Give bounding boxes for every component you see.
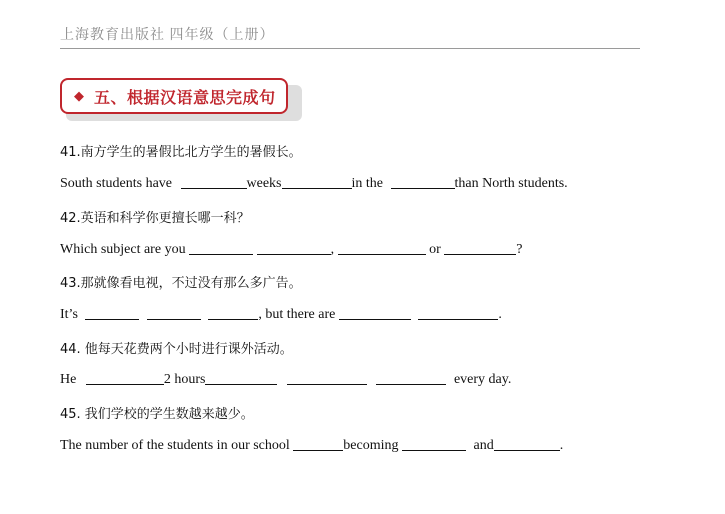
- answer-blank[interactable]: [208, 305, 258, 320]
- question-45-chinese: 45. 我们学校的学生数越来越少。: [60, 407, 254, 422]
- section-title: 五、根据汉语意思完成句: [94, 87, 276, 107]
- answer-blank[interactable]: [391, 174, 455, 189]
- question-45-english: [60, 436, 563, 454]
- answer-blank[interactable]: [86, 370, 164, 385]
- question-41-english: [60, 174, 568, 192]
- answer-blank[interactable]: [189, 240, 253, 255]
- q45-text-2: becoming: [343, 438, 399, 453]
- answer-blank[interactable]: [444, 240, 516, 255]
- answer-blank[interactable]: [339, 305, 411, 320]
- q41-text-4: than North students.: [454, 176, 568, 191]
- answer-blank[interactable]: [338, 240, 426, 255]
- answer-blank[interactable]: [402, 436, 466, 451]
- question-41-chinese: 41.南方学生的暑假比北方学生的暑假长。: [60, 145, 302, 160]
- section-heading-box: [60, 78, 288, 114]
- answer-blank[interactable]: [418, 305, 498, 320]
- q45-text-4: .: [559, 438, 564, 453]
- q43-text-1: It’s: [60, 307, 78, 322]
- q44-text-3: every day.: [453, 372, 512, 387]
- question-44-english: [60, 370, 511, 388]
- q42-text-4: ?: [516, 242, 523, 257]
- question-42-chinese: 42.英语和科学你更擅长哪一科？: [60, 211, 250, 226]
- diamond-icon: ◆: [74, 88, 84, 103]
- answer-blank[interactable]: [287, 370, 367, 385]
- answer-blank[interactable]: [205, 370, 277, 385]
- q41-text-2: weeks: [246, 176, 282, 191]
- page-header: 上海教育出版社 四年级（上册）: [60, 24, 640, 49]
- q43-text-2: , but there are: [258, 307, 336, 322]
- answer-blank[interactable]: [257, 240, 331, 255]
- question-42-english: [60, 240, 522, 258]
- q42-text-1: Which subject are you: [60, 242, 186, 257]
- question-44-chinese: 44. 他每天花费两个小时进行课外活动。: [60, 342, 293, 357]
- q43-text-3: .: [498, 307, 502, 322]
- q41-text-3: in the: [351, 176, 383, 191]
- answer-blank[interactable]: [376, 370, 446, 385]
- answer-blank[interactable]: [85, 305, 139, 320]
- answer-blank[interactable]: [147, 305, 201, 320]
- section-heading: [60, 78, 288, 114]
- q45-text-3: and: [473, 438, 494, 453]
- q41-text-1: South students have: [60, 176, 172, 191]
- q45-text-1: The number of the students in our school: [60, 438, 290, 453]
- answer-blank[interactable]: [494, 436, 560, 451]
- q44-text-1: He: [60, 372, 77, 387]
- question-43-english: [60, 305, 502, 323]
- answer-blank[interactable]: [282, 174, 352, 189]
- q42-text-2: ,: [330, 242, 335, 257]
- answer-blank[interactable]: [181, 174, 247, 189]
- question-43-chinese: 43.那就像看电视，不过没有那么多广告。: [60, 276, 302, 291]
- answer-blank[interactable]: [293, 436, 343, 451]
- q44-text-2: 2 hours: [163, 372, 206, 387]
- q42-text-3: or: [429, 242, 441, 257]
